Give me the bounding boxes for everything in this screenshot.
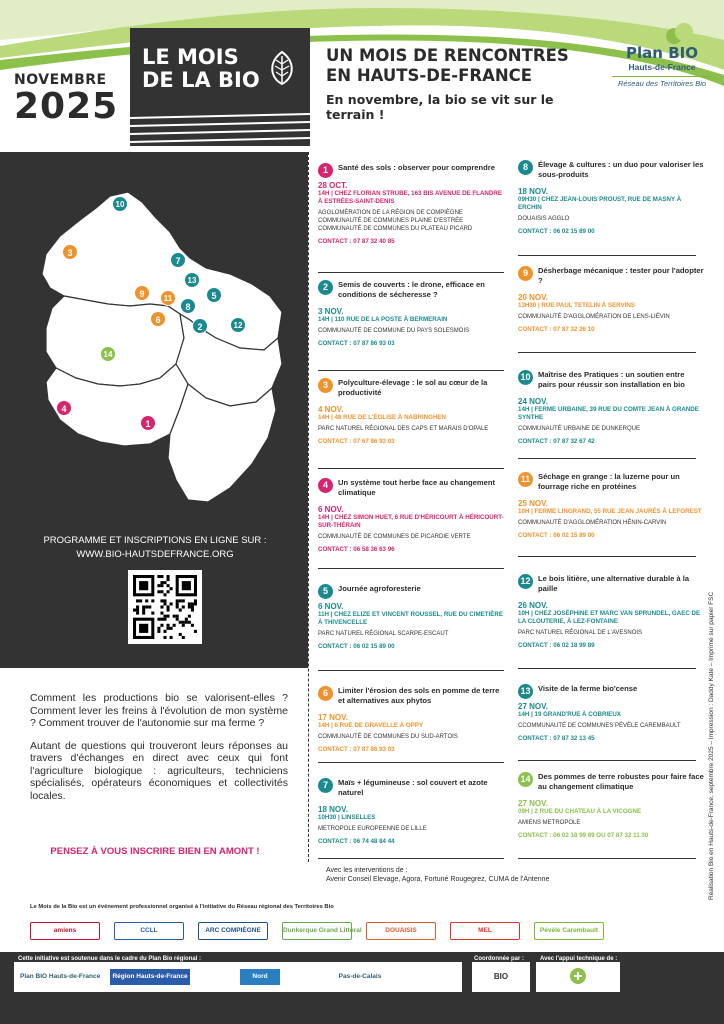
title-text [142,46,260,92]
event-separator [318,762,504,763]
map-marker-1[interactable]: 1 [140,415,156,431]
event-8 [518,160,704,236]
map-marker-7[interactable]: 7 [170,252,186,268]
event-detail: 14H | 48 RUE DE L'ÉGLISE À NABRINGHEN [318,414,447,421]
intro-paragraph-1: Comment les productions bio se valorisent-elles ? Comment lever les freins à l'évolution de mon système ? Comment trouver de l'autonomie sur ma ferme ? [30,692,288,729]
event-title: Journée agroforesterie [338,584,421,593]
interventions-label: Avec les interventions de : [326,867,408,874]
map-marker-12[interactable]: 12 [230,317,246,333]
event-contact: CONTACT : 07 87 86 93 03 [318,746,395,753]
event-4 [318,478,504,554]
partner-logo: amiens [30,922,100,940]
event-date: 6 NOV. [318,505,344,514]
event-contact: CONTACT : 07 67 86 93 03 [318,438,395,445]
event-separator [318,468,504,469]
event-title: Semis de couverts : le drone, efficace en conditions de sécheresse ? [338,280,485,299]
map-marker-4[interactable]: 4 [56,400,72,416]
event-date: 26 NOV. [518,601,548,610]
map-marker-6[interactable]: 6 [150,311,166,327]
event-title: Visite de la ferme bio'cense [538,684,638,693]
event-contact: CONTACT : 06 02 18 99 89 OU 07 87 32 11 30 [518,832,649,839]
plan-bio-logo [612,22,712,92]
column-divider [308,152,309,862]
sponsor-logo: Nord [240,969,280,985]
partner-logos [30,918,620,946]
programme-info [30,534,280,562]
event-contact: CONTACT : 07 87 32 13 45 [518,734,595,742]
event-community: COMMUNAUTÉ DE COMMUNES DU SUD-ARTOIS [318,734,458,740]
event-date: 18 NOV. [318,805,348,814]
event-detail: 14H | FERME URBAINE, 39 RUE DU COMTE JEAN À GRANDE SYNTHE [518,406,699,421]
event-9 [518,266,704,334]
title-line-2: DE LA BIO [142,68,260,92]
event-number-badge: 6 [318,686,333,701]
event-date: 20 NOV. [518,293,548,302]
event-detail: 11H | CHEZ ELIZE ET VINCENT ROUSSEL, RUE DU CIMETIÈRE À THIVENCELLE [318,610,503,626]
event-date: 24 NOV. [518,397,548,406]
print-credits: Réalisation Bio en Hauts-de-France, septembre 2025 – Impression : Daddy Kate – Imprimé sur papier FSC [708,591,715,900]
event-10 [518,370,704,446]
event-contact: CONTACT : 06 02 15 89 00 [318,642,395,650]
event-title: Un système tout herbe face au changement climatique [338,478,495,497]
title-line-1: LE MOIS [142,45,239,69]
event-date: 18 NOV. [518,187,548,196]
map-marker-5[interactable]: 5 [206,287,222,303]
event-title: Désherbage mécanique : tester pour l'adopter ? [538,266,704,285]
event-contact: CONTACT : 07 87 32 67 42 [518,438,595,445]
region-map [20,188,288,508]
technical-logo-icon [566,966,590,988]
event-number-badge: 9 [518,266,533,281]
event-detail: 10H30 | LINSELLES [318,814,376,821]
coordinator-logo: BIO [493,972,509,981]
event-community: AMIENS METROPOLE [518,820,581,826]
event-detail: 10H | CHEZ JOSÉPHINE ET MARC VAN SPRUNDEL, GAEC DE LA CLOUTERIE, À LEZ-FONTAINE [518,610,701,625]
headline-line-2: EN HAUTS-DE-FRANCE [326,66,533,85]
event-separator [518,668,696,669]
field-stripes [130,110,310,146]
event-detail: 13H30 | RUE PAUL TETELIN À SERVINS [518,302,635,309]
event-community: METROPOLE EUROPEENNE DE LILLE [318,826,427,832]
partner-logo: ARC COMPIÈGNE [198,922,268,940]
event-detail: 14H | CHEZ SIMON HUET, 6 RUE D'HÉRICOURT À HÉRICOURT-SUR-THÉRAIN [318,514,504,529]
event-2 [318,280,504,348]
event-number-badge: 5 [318,584,333,599]
event-title: Maïs + légumineuse : sol couvert et azote naturel [338,778,488,797]
partner-logo: MEL [450,922,520,940]
date-block [14,72,126,134]
interventions-names: Avenir Conseil Elevage, Agora, Fortuné Rougegrez, CUMA de l'Antenne [326,876,550,883]
event-detail: 14H | 110 RUE DE LA POSTE À BERMERAIN [318,316,448,323]
title-block [130,28,310,146]
programme-line-1: PROGRAMME ET INSCRIPTIONS EN LIGNE SUR : [43,535,267,546]
event-contact: CONTACT : 06 74 48 84 44 [318,838,395,845]
event-14 [518,772,704,840]
event-7 [318,778,504,846]
event-separator [318,370,504,371]
event-title: Le bois litière, une alternative durable à la paille [538,574,690,593]
event-detail: 09H30 | CHEZ JEAN-LOUIS PROUST, RUE DE MASNY À ERCHIN [518,196,682,211]
website-link[interactable]: WWW.BIO-HAUTSDEFRANCE.ORG [76,549,234,560]
map-marker-3[interactable]: 3 [62,244,78,260]
partner-logo: Dunkerque Grand Littoral [282,922,352,940]
event-separator [518,858,696,859]
logo-network: Réseau des Territoires Bio [612,76,712,88]
event-detail: 14H | CHEZ FLORIAN STRUBE, 163 BIS AVENUE DE FLANDRE À ESTRÉES-SAINT-DENIS [318,189,502,205]
map-marker-8[interactable]: 8 [180,298,196,314]
year-label: 2025 [14,86,119,127]
event-title: Maîtrise des Pratiques : un soutien entre pairs pour réussir son installation en bio [538,370,685,389]
organised-by-text: Le Mois de la Bio est un événement professionnel organisé à l'initiative du Réseau régional des Territoires Bio [30,904,334,910]
event-title: Séchage en grange : la luzerne pour un fourrage riche en protéines [538,472,680,491]
event-contact: CONTACT : 06 02 18 99 89 [518,642,595,649]
event-11 [518,472,704,540]
sponsor-logo: Région Hauts-de-France [110,969,190,985]
event-title: Des pommes de terre robustes pour faire face au changement climatique [538,772,704,791]
event-number-badge: 4 [318,478,333,493]
partner-logo: DOUAISIS [366,922,436,940]
event-contact: CONTACT : 07 87 32 26 10 [518,326,595,333]
event-community: COMMUNAUTÉ URBAINE DE DUNKERQUE [518,426,641,432]
month-label: NOVEMBRE [14,72,107,88]
event-title: Limiter l'érosion des sols en pomme de terre et alternatives aux phytos [338,686,500,705]
event-6 [318,686,504,754]
event-community: CCOMMUNAUTÉ DE COMMUNES PÉVÈLE CAREMBAULT [518,722,681,729]
event-contact: CONTACT : 07 87 32 40 85 [318,237,395,245]
event-number-badge: 14 [518,772,533,787]
headline-line-1: UN MOIS DE RENCONTRES [326,46,569,65]
event-date: 27 NOV. [518,799,548,808]
technical-logo-box [536,962,620,992]
logo-region: Hauts-de-France [628,62,696,72]
event-date: 6 NOV. [318,601,344,611]
sponsor-logos-box [14,962,462,992]
map-marker-14[interactable]: 14 [100,346,116,362]
map-marker-11[interactable]: 11 [160,290,176,306]
partner-logo: Pévèle Carembault [534,922,604,940]
logo-leaves-icon [664,22,694,46]
event-detail: 14H | 19 GRAND'RUE À COBRIEUX [518,710,621,718]
event-number-badge: 2 [318,280,333,295]
interventions [326,866,706,884]
event-number-badge: 8 [518,160,533,175]
technical-label: Avec l'appui technique de : [540,956,618,962]
event-contact: CONTACT : 07 87 86 93 03 [318,340,395,347]
qr-code-image [133,575,197,639]
event-5 [318,584,504,651]
intro-text [30,692,288,812]
event-separator [318,670,504,671]
partner-logo: CCLL [114,922,184,940]
event-date: 27 NOV. [518,701,548,711]
event-number-badge: 12 [518,574,533,589]
event-number-badge: 7 [318,778,333,793]
supported-label: Cette initiative est soutenue dans le cadre du Plan Bio régional : [18,956,202,962]
event-title: Polyculture-élevage : le sol au cœur de la productivité [338,378,488,397]
event-detail: 09H | 2 RUE DU CHATEAU À LA VICOGNE [518,808,642,815]
event-separator [518,255,696,256]
event-date: 4 NOV. [318,405,344,414]
event-number-badge: 1 [318,163,333,178]
event-title: Élevage & cultures : un duo pour valoriser les sous-produits [538,160,704,179]
event-number-badge: 3 [318,378,333,393]
event-contact: CONTACT : 06 02 15 89 00 [518,228,595,235]
event-contact: CONTACT : 06 58 36 63 96 [318,546,395,553]
event-date: 28 OCT. [318,180,348,190]
event-community: AGGLOMÉRATION DE LA RÉGION DE COMPIÈGNE COMMUNAUTÉ DE COMMUNES PLAINE D'ESTRÉE COMMUNAUTÉ DE COMMUNES DU PLATEAU PICARD [318,209,473,232]
event-separator [318,568,504,569]
event-number-badge: 10 [518,370,533,385]
event-12 [518,574,704,650]
map-marker-10[interactable]: 10 [112,196,128,212]
sponsor-logo: Pas-de-Calais [338,973,382,980]
event-number-badge: 13 [518,684,533,699]
event-detail: 10H | FERME LINGRAND, 55 RUE JEAN JAURÈS À LEFOREST [518,508,702,515]
intro-paragraph-2: Autant de questions qui trouveront leurs réponses au travers d'échanges en direct avec ceux qui font l'agriculture biologique : agriculteurs, techniciens spécialisés, opérateurs économiques et collectivités locales. [30,739,288,802]
map-marker-13[interactable]: 13 [184,272,200,288]
event-community: COMMUNAUTÉ D'AGGLOMÉRATION HÉNIN-CARVIN [518,520,667,526]
event-community: PARC NATUREL RÉGIONAL SCARPE-ESCAUT [318,630,449,637]
event-separator [518,760,696,761]
event-1 [318,163,504,246]
event-community: COMMUNAUTÉ D'AGGLOMÉRATION DE LENS-LIÉVIN [518,314,670,320]
map-marker-9[interactable]: 9 [134,285,150,301]
event-community: PARC NATUREL RÉGIONAL DES CAPS ET MARAIS D'OPALE [318,426,489,432]
event-date: 17 NOV. [318,713,348,722]
event-3 [318,378,504,446]
event-title: Santé des sols : observer pour comprendre [338,163,495,172]
event-separator [318,272,504,273]
sponsor-logo: Plan BIO Hauts-de-France [20,973,101,980]
register-callout: PENSEZ À VOUS INSCRIRE BIEN EN AMONT ! [50,846,260,857]
leaf-icon [264,48,300,88]
event-date: 3 NOV. [318,307,344,316]
headline [326,46,606,122]
event-community: PARC NATUREL RÉGIONAL DE L'AVESNOIS [518,630,643,636]
coordinated-label: Coordonnée par : [474,956,525,962]
event-separator [518,556,696,557]
qr-code[interactable] [128,570,202,644]
logo-name: Plan BIO [626,44,698,62]
event-separator [518,458,696,459]
event-community: COMMUNAUTÉ DE COMMUNES DE PICARDIE VERTE [318,534,471,540]
event-separator [318,858,504,859]
map-marker-2[interactable]: 2 [192,318,208,334]
event-number-badge: 11 [518,472,533,487]
event-community: DOUAISIS AGGLO [518,216,570,222]
event-detail: 14H | 6 RUE DE GRAVELLE À OPPY [318,722,424,729]
coordinator-logo-box [472,962,530,992]
event-13 [518,684,704,743]
event-contact: CONTACT : 06 02 15 89 00 [518,532,595,539]
event-separator [518,352,696,353]
event-community: COMMUNAUTÉ DE COMMUNE DU PAYS SOLESMOIS [318,328,470,334]
subheadline: En novembre, la bio se vit sur le terrain ! [326,92,554,122]
event-date: 25 NOV. [518,499,548,508]
